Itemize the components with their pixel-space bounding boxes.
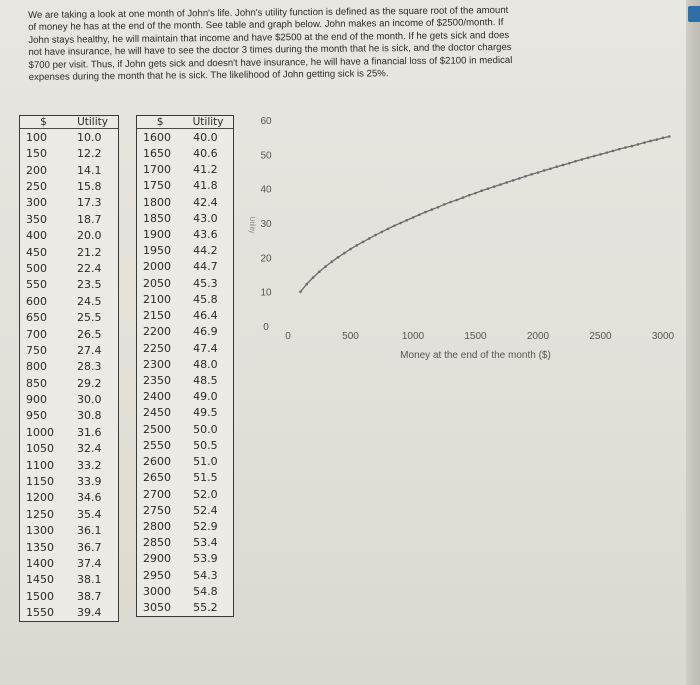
utility-cell: 33.9 bbox=[77, 475, 102, 489]
money-cell: 1750 bbox=[143, 179, 171, 193]
utility-cell: 54.3 bbox=[193, 568, 218, 582]
money-cell: 2850 bbox=[143, 536, 171, 550]
data-point bbox=[368, 237, 371, 240]
money-cell: 550 bbox=[26, 278, 47, 292]
data-point bbox=[643, 141, 646, 144]
data-point bbox=[299, 290, 302, 293]
data-point bbox=[343, 252, 346, 255]
data-point bbox=[574, 160, 577, 163]
data-point bbox=[362, 241, 365, 244]
table-row bbox=[137, 243, 233, 259]
data-point bbox=[318, 270, 321, 273]
money-cell: 800 bbox=[26, 360, 47, 374]
utility-cell: 46.9 bbox=[193, 325, 218, 339]
intro-line: $700 per visit. Thus, if John gets sick and doesn't have insurance, he will have a financial loss of $2100 in medical bbox=[28, 54, 513, 71]
data-point bbox=[524, 175, 527, 178]
utility-cell: 42.4 bbox=[193, 195, 218, 209]
money-cell: 1200 bbox=[26, 491, 54, 505]
money-cell: 2400 bbox=[143, 390, 171, 404]
data-point bbox=[387, 228, 390, 231]
table-row bbox=[20, 195, 118, 211]
data-point bbox=[437, 206, 440, 209]
money-cell: 2750 bbox=[143, 503, 171, 517]
money-cell: 600 bbox=[26, 294, 47, 308]
money-cell: 2350 bbox=[143, 374, 171, 388]
money-cell: 450 bbox=[26, 245, 47, 259]
x-tick-label: 3000 bbox=[651, 331, 675, 342]
money-cell: 1700 bbox=[143, 163, 171, 177]
money-cell: 950 bbox=[26, 409, 47, 423]
table-row bbox=[20, 523, 118, 539]
money-cell: 650 bbox=[26, 311, 47, 325]
data-point bbox=[443, 203, 446, 206]
money-cell: 1600 bbox=[143, 130, 171, 144]
intro-line: We are taking a look at one month of John's life. John's utility function is defined as the square root of the amount bbox=[28, 4, 509, 21]
data-point bbox=[393, 224, 396, 227]
y-tick-label: 60 bbox=[260, 116, 272, 127]
utility-cell: 43.0 bbox=[193, 211, 218, 225]
table-row bbox=[137, 599, 233, 616]
data-point bbox=[324, 265, 327, 268]
utility-cell: 21.2 bbox=[77, 245, 102, 259]
y-tick-label: 0 bbox=[263, 322, 269, 333]
data-point bbox=[605, 151, 608, 154]
utility-cell: 53.9 bbox=[193, 552, 218, 566]
money-cell: 1100 bbox=[26, 458, 54, 472]
utility-cell: 45.8 bbox=[193, 292, 218, 306]
table-row bbox=[20, 260, 118, 276]
table-row bbox=[20, 162, 118, 178]
utility-chart bbox=[236, 108, 686, 378]
utility-cell: 40.6 bbox=[193, 146, 218, 160]
table-row bbox=[20, 342, 118, 358]
data-point bbox=[637, 143, 640, 146]
utility-cell: 34.6 bbox=[77, 491, 102, 505]
utility-cell: 24.5 bbox=[77, 294, 102, 308]
utility-cell: 40.0 bbox=[193, 130, 218, 144]
table-row bbox=[137, 518, 233, 534]
table-row bbox=[20, 293, 118, 309]
data-point bbox=[649, 140, 652, 143]
table-row bbox=[20, 555, 118, 571]
data-point bbox=[612, 150, 615, 153]
data-point bbox=[555, 165, 558, 168]
table-row bbox=[137, 389, 233, 405]
data-point bbox=[399, 222, 402, 225]
data-point bbox=[474, 192, 477, 195]
y-tick-label: 40 bbox=[260, 184, 272, 196]
utility-curve-line bbox=[301, 136, 670, 291]
utility-cell: 29.2 bbox=[77, 376, 102, 390]
money-cell: 2700 bbox=[143, 487, 171, 501]
utility-cell: 52.9 bbox=[193, 519, 218, 533]
money-cell: 1350 bbox=[26, 540, 54, 554]
money-cell: 2650 bbox=[143, 471, 171, 485]
table-row bbox=[20, 457, 118, 473]
data-point bbox=[624, 146, 627, 149]
utility-cell: 43.6 bbox=[193, 228, 218, 242]
data-point bbox=[412, 216, 415, 219]
money-cell: 2950 bbox=[143, 568, 171, 582]
table-row bbox=[137, 194, 233, 210]
table-row bbox=[20, 244, 118, 260]
money-cell: 300 bbox=[26, 196, 47, 210]
money-cell: 750 bbox=[26, 343, 47, 357]
table-row bbox=[20, 309, 118, 325]
table-row bbox=[137, 470, 233, 486]
utility-cell: 27.4 bbox=[77, 343, 102, 357]
utility-cell: 50.5 bbox=[193, 438, 218, 452]
table-row bbox=[20, 129, 118, 146]
data-point bbox=[518, 177, 521, 180]
utility-cell: 35.4 bbox=[77, 507, 102, 521]
utility-cell: 49.0 bbox=[193, 390, 218, 404]
table-row bbox=[137, 567, 233, 583]
money-cell: 2600 bbox=[143, 455, 171, 469]
data-point bbox=[593, 155, 596, 158]
data-point bbox=[480, 189, 483, 192]
y-tick-label: 50 bbox=[260, 150, 272, 162]
utility-cell: 31.6 bbox=[77, 425, 102, 439]
utility-cell: 44.2 bbox=[193, 244, 218, 258]
intro-line: not have insurance, he will have to see the doctor 3 times during the month that he is sick, and the doctor charges bbox=[28, 42, 512, 59]
money-cell: 700 bbox=[26, 327, 47, 341]
data-point bbox=[668, 135, 671, 138]
table-row bbox=[137, 162, 233, 178]
utility-cell: 17.3 bbox=[77, 196, 102, 210]
utility-column-header: Utility bbox=[183, 116, 233, 129]
data-point bbox=[549, 167, 552, 170]
utility-cell: 25.5 bbox=[77, 311, 102, 325]
utility-cell: 54.8 bbox=[193, 584, 218, 598]
money-cell: 1250 bbox=[26, 507, 54, 521]
utility-cell: 52.4 bbox=[193, 503, 218, 517]
table-row bbox=[137, 486, 233, 502]
table-row bbox=[20, 211, 118, 227]
money-cell: 1800 bbox=[143, 195, 171, 209]
data-point bbox=[512, 179, 515, 182]
data-point bbox=[418, 213, 421, 216]
utility-cell: 33.2 bbox=[77, 458, 102, 472]
data-point bbox=[493, 185, 496, 188]
money-cell: 3000 bbox=[143, 584, 171, 598]
money-cell: 150 bbox=[26, 147, 47, 161]
data-point bbox=[449, 201, 452, 204]
data-point bbox=[543, 169, 546, 172]
utility-cell: 20.0 bbox=[77, 229, 102, 243]
utility-table-right bbox=[136, 115, 234, 617]
table-row bbox=[20, 588, 118, 604]
data-point bbox=[537, 171, 540, 174]
money-cell: 900 bbox=[26, 393, 47, 407]
data-point bbox=[455, 199, 458, 202]
table-row bbox=[137, 372, 233, 388]
utility-cell: 50.0 bbox=[193, 422, 218, 436]
table-row bbox=[20, 424, 118, 440]
table-row bbox=[137, 356, 233, 372]
utility-cell: 15.8 bbox=[77, 179, 102, 193]
data-point bbox=[305, 283, 308, 286]
table-row bbox=[20, 408, 118, 424]
money-cell: 2900 bbox=[143, 552, 171, 566]
money-column-header: $ bbox=[137, 116, 183, 129]
data-point bbox=[530, 173, 533, 176]
data-point bbox=[599, 153, 602, 156]
data-point bbox=[505, 181, 508, 184]
money-cell: 1050 bbox=[26, 442, 54, 456]
x-tick-label: 1000 bbox=[401, 331, 425, 342]
data-point bbox=[380, 231, 383, 234]
y-tick-label: 20 bbox=[260, 253, 272, 265]
money-cell: 1000 bbox=[26, 425, 54, 439]
money-cell: 100 bbox=[26, 130, 47, 144]
data-point bbox=[580, 158, 583, 161]
money-cell: 400 bbox=[26, 229, 47, 243]
table-row bbox=[20, 359, 118, 375]
table-row bbox=[20, 539, 118, 555]
utility-cell: 45.3 bbox=[193, 276, 218, 290]
table-row bbox=[20, 441, 118, 457]
utility-cell: 38.7 bbox=[77, 589, 102, 603]
table-row bbox=[20, 391, 118, 407]
money-cell: 2800 bbox=[143, 519, 171, 533]
table-row bbox=[137, 405, 233, 421]
utility-cell: 49.5 bbox=[193, 406, 218, 420]
data-point bbox=[349, 248, 352, 251]
utility-cell: 55.2 bbox=[193, 601, 218, 615]
utility-cell: 14.1 bbox=[77, 163, 102, 177]
utility-cell: 48.5 bbox=[193, 374, 218, 388]
intro-line: John stays healthy, he will maintain that income and have $2500 at the end of the month. If he gets sick and does bbox=[28, 29, 510, 46]
table-row bbox=[20, 146, 118, 162]
data-point bbox=[424, 211, 427, 214]
table-row bbox=[137, 502, 233, 518]
utility-cell: 53.4 bbox=[193, 536, 218, 550]
money-cell: 1500 bbox=[26, 589, 54, 603]
data-point bbox=[568, 162, 571, 165]
x-tick-label: 2000 bbox=[526, 331, 550, 342]
money-cell: 2100 bbox=[143, 292, 171, 306]
table-row bbox=[137, 178, 233, 194]
utility-cell: 12.2 bbox=[77, 147, 102, 161]
utility-cell: 38.1 bbox=[77, 573, 102, 587]
utility-cell: 28.3 bbox=[77, 360, 102, 374]
table-row bbox=[137, 308, 233, 324]
table-row bbox=[20, 326, 118, 342]
utility-cell: 26.5 bbox=[77, 327, 102, 341]
money-cell: 2300 bbox=[143, 357, 171, 371]
table-row bbox=[137, 583, 233, 599]
money-cell: 1550 bbox=[26, 606, 54, 620]
money-cell: 3050 bbox=[143, 601, 171, 615]
table-row bbox=[20, 473, 118, 489]
table-row bbox=[137, 226, 233, 242]
utility-cell: 44.7 bbox=[193, 260, 218, 274]
money-cell: 2000 bbox=[143, 260, 171, 274]
money-cell: 1400 bbox=[26, 556, 54, 570]
table-row bbox=[137, 145, 233, 161]
x-tick-label: 0 bbox=[285, 331, 291, 342]
utility-cell: 39.4 bbox=[77, 606, 102, 620]
utility-cell: 22.4 bbox=[77, 261, 102, 275]
data-point bbox=[630, 145, 633, 148]
utility-table-left bbox=[19, 115, 119, 622]
money-cell: 850 bbox=[26, 376, 47, 390]
table-row bbox=[137, 551, 233, 567]
money-cell: 2250 bbox=[143, 341, 171, 355]
money-cell: 350 bbox=[26, 212, 47, 226]
utility-cell: 23.5 bbox=[77, 278, 102, 292]
data-point bbox=[587, 156, 590, 159]
utility-cell: 37.4 bbox=[77, 556, 102, 570]
x-axis-label: Money at the end of the month ($) bbox=[400, 350, 551, 361]
money-cell: 2450 bbox=[143, 406, 171, 420]
y-tick-label: 30 bbox=[260, 219, 272, 230]
data-point bbox=[487, 187, 490, 190]
money-cell: 1850 bbox=[143, 211, 171, 225]
utility-cell: 48.0 bbox=[193, 357, 218, 371]
table-row bbox=[20, 178, 118, 194]
data-point bbox=[374, 234, 377, 237]
table-row bbox=[137, 535, 233, 551]
utility-cell: 36.7 bbox=[77, 540, 102, 554]
data-point bbox=[355, 244, 358, 247]
data-point bbox=[662, 137, 665, 140]
table-row bbox=[20, 604, 118, 621]
utility-cell: 18.7 bbox=[77, 212, 102, 226]
device-edge bbox=[686, 0, 700, 685]
table-row bbox=[137, 437, 233, 453]
money-cell: 2200 bbox=[143, 325, 171, 339]
data-point bbox=[499, 183, 502, 186]
table-row bbox=[20, 506, 118, 522]
table-row bbox=[20, 277, 118, 293]
utility-cell: 10.0 bbox=[77, 130, 102, 144]
table-row bbox=[137, 291, 233, 307]
table-row bbox=[137, 340, 233, 356]
table-row bbox=[20, 227, 118, 243]
data-point bbox=[330, 260, 333, 263]
table-row bbox=[137, 454, 233, 470]
money-cell: 1950 bbox=[143, 244, 171, 258]
x-tick-label: 2500 bbox=[589, 331, 612, 342]
x-tick-label: 500 bbox=[342, 331, 359, 342]
table-row bbox=[137, 210, 233, 226]
data-point bbox=[430, 208, 433, 211]
money-cell: 2500 bbox=[143, 422, 171, 436]
x-tick-label: 1500 bbox=[464, 331, 487, 342]
table-row bbox=[20, 572, 118, 588]
data-point bbox=[468, 194, 471, 197]
data-point bbox=[405, 219, 408, 222]
money-column-header: $ bbox=[20, 116, 67, 129]
y-axis-label: Utility bbox=[248, 216, 255, 234]
money-cell: 1650 bbox=[143, 146, 171, 160]
utility-cell: 32.4 bbox=[77, 442, 102, 456]
money-cell: 200 bbox=[26, 163, 47, 177]
money-cell: 500 bbox=[26, 261, 47, 275]
utility-cell: 46.4 bbox=[193, 309, 218, 323]
money-cell: 2050 bbox=[143, 276, 171, 290]
utility-cell: 30.0 bbox=[77, 393, 102, 407]
data-point bbox=[337, 256, 340, 259]
table-row bbox=[137, 421, 233, 437]
data-point bbox=[462, 196, 465, 199]
money-cell: 1300 bbox=[26, 524, 54, 538]
edge-tab-icon bbox=[688, 6, 700, 22]
utility-cell: 51.0 bbox=[193, 455, 218, 469]
utility-cell: 30.8 bbox=[77, 409, 102, 423]
money-cell: 2550 bbox=[143, 438, 171, 452]
table-row bbox=[20, 375, 118, 391]
table-row bbox=[137, 259, 233, 275]
intro-line: expenses during the month that he is sick. The likelihood of John getting sick is 25%. bbox=[28, 68, 389, 84]
utility-cell: 41.8 bbox=[193, 179, 218, 193]
utility-cell: 52.0 bbox=[193, 487, 218, 501]
data-point bbox=[312, 276, 315, 279]
data-point bbox=[562, 164, 565, 167]
intro-line: of money he has at the end of the month. See table and graph below. John makes an income of $2500/month. If bbox=[28, 17, 504, 34]
table-row bbox=[137, 129, 233, 146]
table-row bbox=[137, 324, 233, 340]
utility-cell: 41.2 bbox=[193, 163, 218, 177]
money-cell: 2150 bbox=[143, 309, 171, 323]
problem-statement bbox=[28, 4, 649, 85]
y-tick-label: 10 bbox=[260, 287, 272, 299]
money-cell: 1450 bbox=[26, 573, 54, 587]
table-row bbox=[20, 490, 118, 506]
utility-cell: 47.4 bbox=[193, 341, 218, 355]
money-cell: 1900 bbox=[143, 228, 171, 242]
utility-cell: 51.5 bbox=[193, 471, 218, 485]
utility-column-header: Utility bbox=[67, 116, 118, 129]
money-cell: 1150 bbox=[26, 475, 54, 489]
data-point bbox=[618, 148, 621, 151]
money-cell: 250 bbox=[26, 179, 47, 193]
utility-cell: 36.1 bbox=[77, 524, 102, 538]
table-row bbox=[137, 275, 233, 291]
data-point bbox=[655, 138, 658, 141]
